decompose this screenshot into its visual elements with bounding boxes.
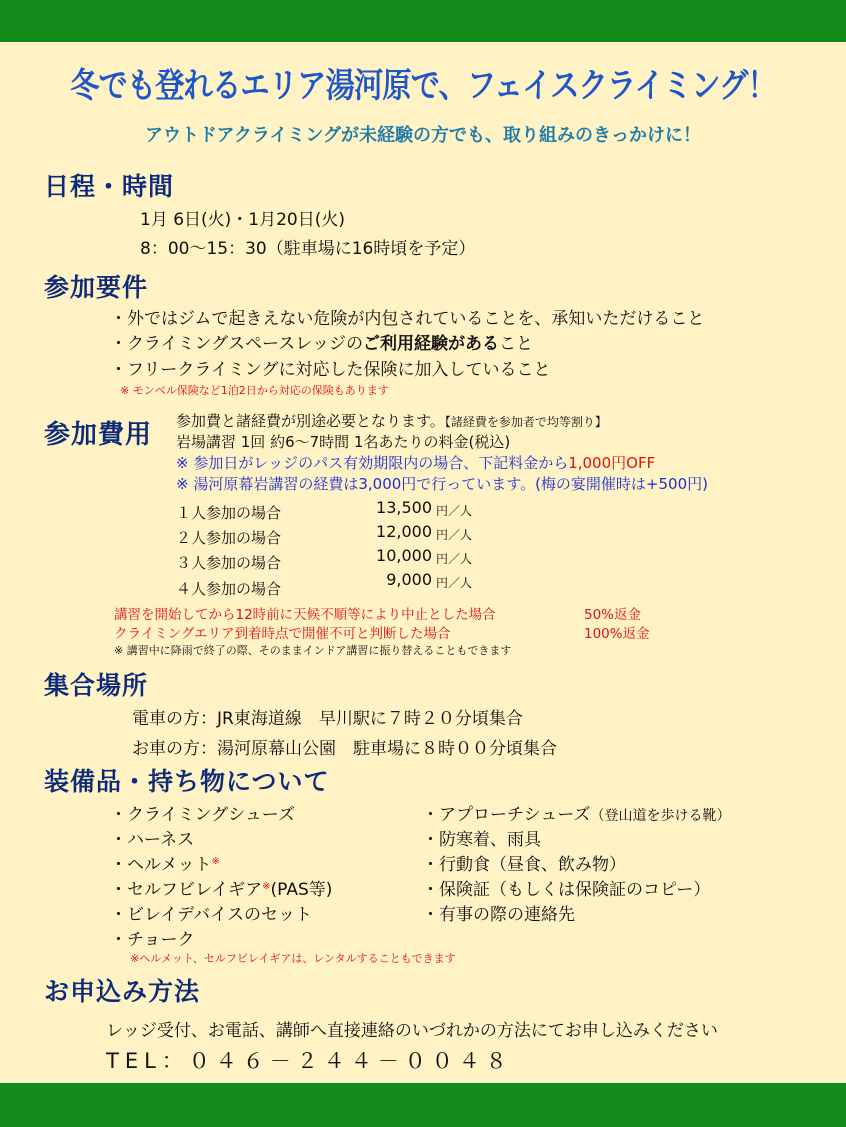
rental-mark: ※: [211, 856, 220, 867]
refund-2-percent: 100%返金: [584, 626, 650, 642]
fees-discount-text: ※ 参加日がレッジのパス有効期限内の場合、下記料金から: [176, 454, 569, 472]
fee-row-2-amount: 12,000: [376, 522, 432, 541]
requirement-item-2-text: ・クライミングスペースレッジの: [110, 334, 363, 354]
equipment-left-3-text: ・ヘルメット: [110, 855, 212, 875]
equipment-left-4-text: ・セルフビレイギア: [110, 880, 263, 900]
fee-row-1-amount: 13,500: [376, 498, 432, 517]
fees-rain-note: ※ 講習中に降雨で終了の際、そのままインドア講習に振り替えることもできます: [114, 644, 512, 657]
equipment-left-4: [110, 875, 332, 900]
equipment-left-4-suffix: (PAS等): [270, 880, 333, 900]
top-green-band: [0, 0, 846, 42]
equipment-left-3: [110, 850, 220, 875]
requirement-item-2: [110, 329, 533, 354]
fee-row-4-amount: 9,000: [386, 570, 432, 589]
fee-row-1-unit: 円／人: [436, 504, 473, 518]
equipment-right-2: ・防寒着、雨具: [422, 830, 541, 850]
fees-line-1: [176, 410, 607, 431]
apply-tel: TEL：０４６－２４４－００４８: [106, 1049, 513, 1073]
equipment-right-5: ・有事の際の連絡先: [422, 905, 575, 925]
fees-line-2: 岩場講習 1回 約6～7時間 1名あたりの料金(税込): [176, 433, 511, 451]
meeting-train: 電車の方：JR東海道線 早川駅に７時２０分頃集合: [132, 709, 523, 729]
requirement-item-1: ・外ではジムで起きえない危険が内包されていることを、承知いただけること: [110, 309, 705, 329]
requirements-heading: 参加要件: [44, 273, 149, 302]
equipment-left-6: ・チョーク: [110, 930, 195, 950]
schedule-dates: 1月 6日(火)・1月20日(火): [140, 210, 346, 230]
schedule-heading: 日程・時間: [44, 172, 175, 201]
requirements-note: ※ モンベル保険など1泊2日から対応の保険もあります: [120, 384, 389, 397]
requirement-item-2-emphasis: ご利用経験がある: [362, 334, 499, 354]
fee-row-3-unit: 円／人: [436, 552, 473, 566]
fee-row-3-amount: 10,000: [376, 546, 432, 565]
refund-2-text: クライミングエリア到着時点で開催不可と判断した場合: [114, 626, 451, 642]
equipment-right-3: ・行動食（昼食、飲み物）: [422, 855, 626, 875]
fees-heading: 参加費用: [44, 420, 153, 450]
equipment-left-5: ・ビレイデバイスのセット: [110, 905, 312, 925]
fees-discount-note: [176, 452, 655, 473]
equipment-right-4: ・保険証（もしくは保険証のコピー）: [422, 880, 711, 900]
equipment-right-1: [422, 800, 730, 825]
fee-row-1-label: １人参加の場合: [176, 504, 282, 522]
apply-text: レッジ受付、お電話、講師へ直接連絡のいづれかの方法にてお申し込みください: [106, 1021, 718, 1041]
fees-discount-amount: 1,000円OFF: [568, 454, 656, 472]
refund-1-text: 講習を開始してから12時前に天候不順等により中止とした場合: [114, 607, 496, 623]
equipment-right-1-small: （登山道を歩ける靴）: [590, 808, 731, 824]
fee-row-4-label: ４人参加の場合: [176, 580, 282, 598]
bottom-green-band: [0, 1083, 846, 1127]
rental-mark: ※: [262, 881, 271, 892]
fee-row-2-label: ２人参加の場合: [176, 529, 282, 547]
fee-row-3-label: ３人参加の場合: [176, 554, 282, 572]
schedule-time: 8：00～15：30（駐車場に16時頃を予定）: [140, 239, 476, 259]
fee-row-2-unit: 円／人: [436, 528, 473, 542]
equipment-left-2: ・ハーネス: [110, 830, 195, 850]
requirement-item-2-suffix: こと: [498, 334, 533, 354]
page-title: 冬でも登れるエリア湯河原で、フェイスクライミング！: [70, 66, 776, 106]
requirement-item-3: ・フリークライミングに対応した保険に加入していること: [110, 360, 551, 380]
refund-1-percent: 50%返金: [584, 607, 642, 623]
equipment-left-1: ・クライミングシューズ: [110, 805, 295, 825]
page-subtitle: アウトドアクライミングが未経験の方でも、取り組みのきっかけに！: [144, 125, 702, 146]
fee-row-4-unit: 円／人: [436, 576, 473, 590]
meeting-heading: 集合場所: [44, 671, 149, 700]
apply-heading: お申込み方法: [44, 977, 201, 1006]
equipment-rental-note: ※ヘルメット、セルフビレイギアは、レンタルすることもできます: [130, 952, 456, 965]
fees-line-1-text: 参加費と諸経費が別途必要となります。: [176, 412, 445, 430]
meeting-car: お車の方：湯河原幕山公園 駐車場に８時００分頃集合: [132, 739, 557, 759]
equipment-right-1-text: ・アプローチシューズ: [422, 805, 591, 825]
fees-expense-note: ※ 湯河原幕岩講習の経費は3,000円で行っています。(梅の宴開催時は+500円): [176, 475, 708, 493]
equipment-heading: 装備品・持ち物について: [44, 767, 330, 796]
fees-line-1-small: 【諸経費を参加者で均等割り】: [444, 415, 607, 429]
